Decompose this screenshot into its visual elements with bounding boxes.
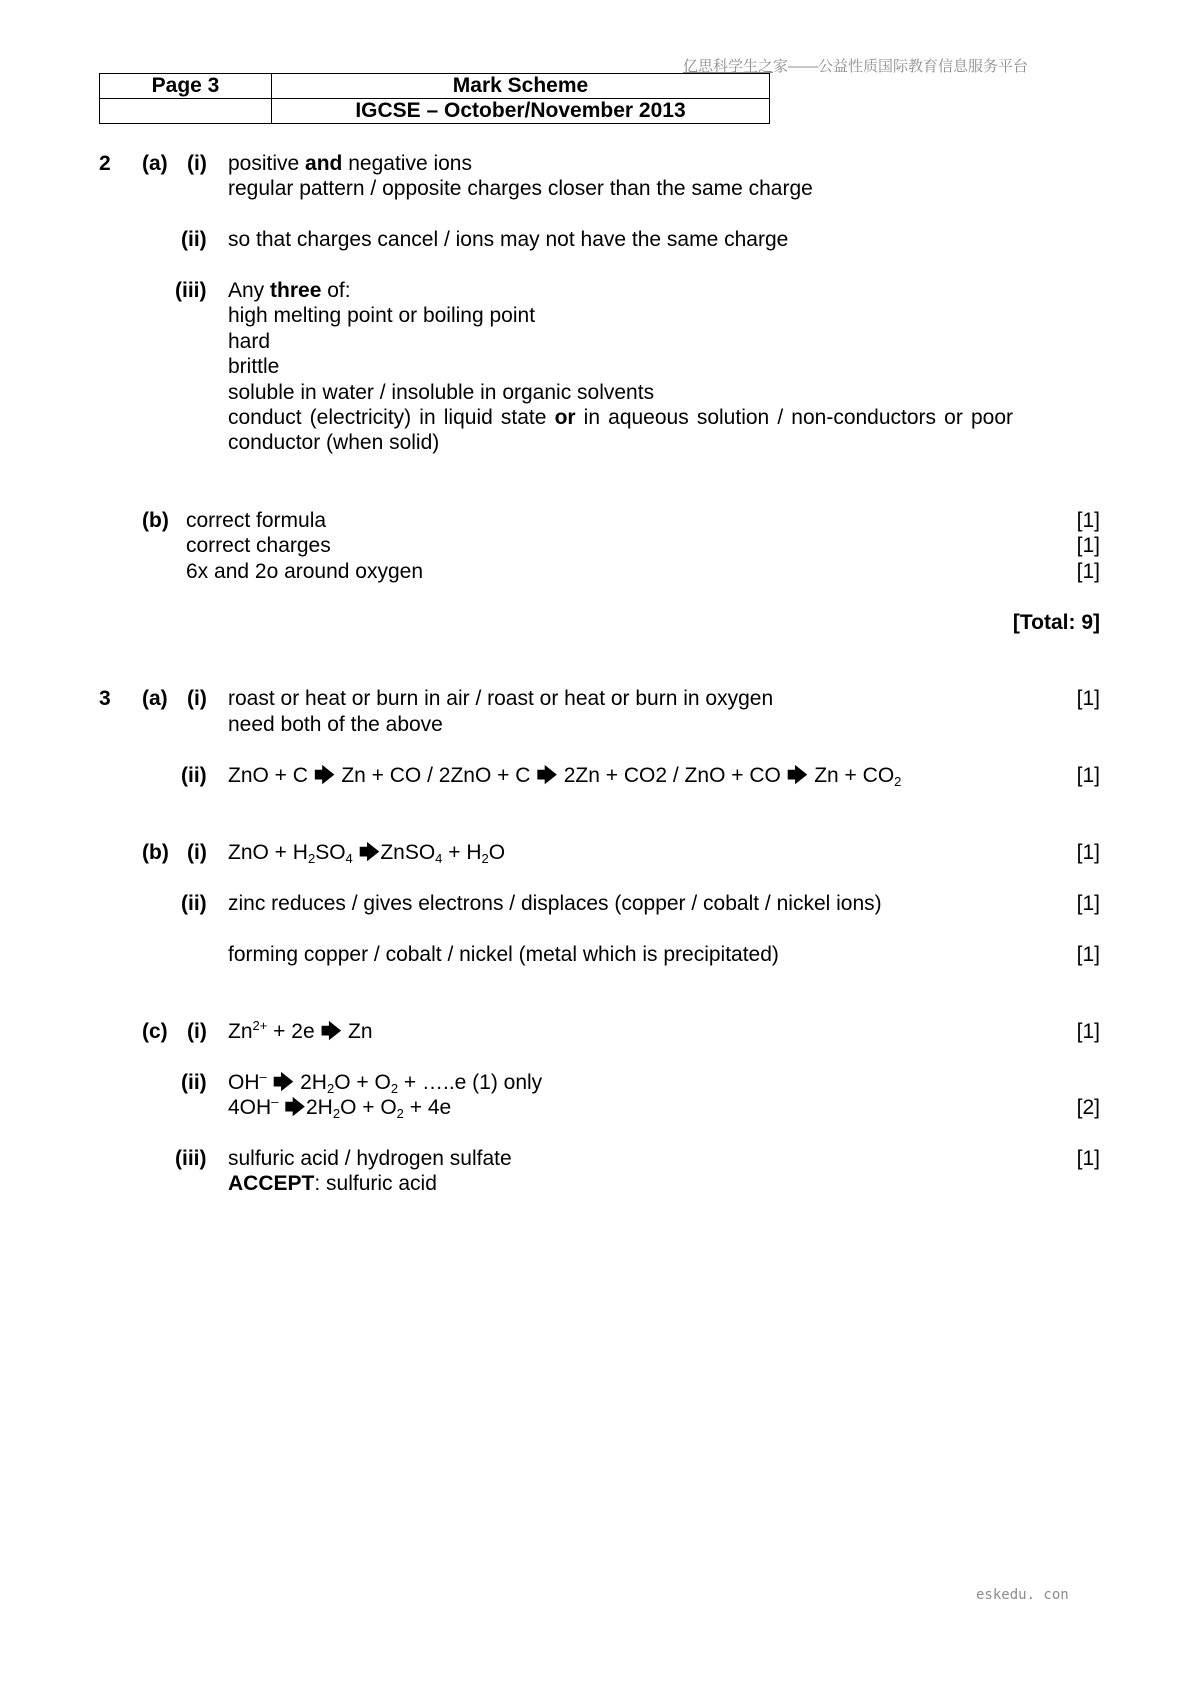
q3cii-superscript: – <box>259 1069 267 1084</box>
q3ci-eq-part: Zn <box>228 1020 253 1043</box>
q3bi-equation <box>228 840 505 865</box>
q3ai-mark: [1] <box>1076 687 1100 710</box>
q3cii-eq-part: + 4e <box>403 1096 452 1119</box>
q3cii-subscript: 2 <box>396 1106 404 1121</box>
q3cii-label: (ii) <box>181 1071 207 1094</box>
q3bi-eq-part: ZnSO <box>380 841 436 864</box>
q2aiii-last-pre: conduct (electricity) in liquid state <box>228 406 555 429</box>
q3cii-eq-part: 4OH <box>228 1096 272 1119</box>
q3cii-line1 <box>228 1070 542 1095</box>
q3bi-eq-part: ZnO + H <box>228 841 308 864</box>
q3cii-subscript: 2 <box>332 1106 341 1121</box>
q2ai-l1-pre: positive <box>228 152 306 175</box>
q3bi-eq-part: SO <box>315 841 346 864</box>
q3aii-eq-part: ZnO + C <box>228 764 314 787</box>
q2b-mark: [1] <box>1076 509 1100 532</box>
q3bi-mark: [1] <box>1076 841 1100 864</box>
q3cii-eq-part: + …..e (1) only <box>398 1071 543 1094</box>
q3bii-line2: forming copper / cobalt / nickel (metal which is precipitated) <box>228 943 779 966</box>
q2aiii-last-item <box>228 405 1013 455</box>
q3cii-mark: [2] <box>1076 1096 1100 1119</box>
q3bii-mark2: [1] <box>1076 943 1100 966</box>
right-arrow-icon: 🡆 <box>320 1020 343 1043</box>
exam-title: IGCSE – October/November 2013 <box>272 99 770 124</box>
q2aiii-item: high melting point or boiling point <box>228 304 536 327</box>
q2aiii-item: brittle <box>228 355 280 378</box>
right-arrow-icon: 🡆 <box>786 764 809 787</box>
q3cii-subscript: 2 <box>326 1081 335 1096</box>
q3aii-label: (ii) <box>181 764 207 787</box>
q3aii-eq-part: Zn + CO <box>808 764 895 787</box>
right-arrow-icon: 🡆 <box>272 1071 295 1094</box>
q2b-line: 6x and 2o around oxygen <box>186 560 424 583</box>
q3aii-eq-part: Zn + CO / 2ZnO + C <box>335 764 537 787</box>
header-table <box>99 73 770 124</box>
right-arrow-icon: 🡆 <box>284 1096 306 1119</box>
q2aii-label: (ii) <box>181 228 207 251</box>
q3ai-label: (i) <box>187 687 207 710</box>
q2-number: 2 <box>99 152 111 175</box>
q3-number: 3 <box>99 687 111 710</box>
footer-site: eskedu. con <box>976 1587 1069 1603</box>
header-empty-cell <box>100 99 272 124</box>
q3ci-mark: [1] <box>1076 1020 1100 1043</box>
watermark-part2: 家——公益性质国际教育信息服务平台 <box>773 58 1029 75</box>
watermark-part1: 亿思科学生之 <box>683 58 774 75</box>
q3bi-subscript: 2 <box>307 851 316 866</box>
q3a-label: (a) <box>142 687 168 710</box>
q3cii-eq-part: O + O <box>340 1096 397 1119</box>
q2a-label: (a) <box>142 152 168 175</box>
q2ai-label: (i) <box>187 152 207 175</box>
page-number: Page 3 <box>100 74 272 99</box>
q3cii-superscript: – <box>271 1094 279 1109</box>
q3ci-eq-part: Zn <box>342 1020 373 1043</box>
q2aiii-last-post: in aqueous solution / non-conductors or poor conductor (when solid) <box>228 406 1013 454</box>
q3aii-equation <box>228 763 901 788</box>
q2b-mark: [1] <box>1076 534 1100 557</box>
q2b-mark: [1] <box>1076 560 1100 583</box>
q3cii-line2 <box>228 1095 451 1120</box>
q3aii-eq-part: 2Zn + CO2 / ZnO + CO <box>557 764 787 787</box>
q3cii-subscript: 2 <box>390 1081 399 1096</box>
q2b-line: correct charges <box>186 534 331 557</box>
q2aiii-item: hard <box>228 330 271 353</box>
q2aii-text: so that charges cancel / ions may not have the same charge <box>228 228 789 251</box>
q3bi-subscript: 4 <box>435 851 443 866</box>
q2ai-l1-bold: and <box>305 152 343 175</box>
q2aiii-item: soluble in water / insoluble in organic solvents <box>228 381 655 404</box>
q3cii-eq-part: 2H <box>305 1096 333 1119</box>
right-arrow-icon: 🡆 <box>358 841 381 864</box>
q3ciii-label: (iii) <box>175 1147 207 1170</box>
q3cii-eq-part: 2H <box>294 1071 327 1094</box>
q3aii-subscript: 2 <box>894 774 902 789</box>
q2aiii-intro <box>228 278 351 303</box>
q3bi-label: (i) <box>187 841 207 864</box>
q2ai-line1 <box>228 151 472 176</box>
q3ai-line2: need both of the above <box>228 713 443 736</box>
q3cii-eq-part: O + O <box>334 1071 391 1094</box>
right-arrow-icon: 🡆 <box>313 764 336 787</box>
q2b-line: correct formula <box>186 509 327 532</box>
q2aiii-last-bold: or <box>554 406 576 429</box>
q3aii-mark: [1] <box>1076 764 1100 787</box>
q3ci-label: (i) <box>187 1020 207 1043</box>
right-arrow-icon: 🡆 <box>536 764 558 787</box>
q3bi-subscript: 2 <box>481 851 489 866</box>
scheme-title: Mark Scheme <box>272 74 770 99</box>
q3bi-eq-part: + H <box>442 841 482 864</box>
q2-total: [Total: 9] <box>1012 611 1100 634</box>
q3cii-eq-part: OH <box>228 1071 260 1094</box>
q3bii-label: (ii) <box>181 892 207 915</box>
q2b-label: (b) <box>142 509 169 532</box>
q3ciii-line2 <box>228 1171 437 1196</box>
q3ciii-accept: ACCEPT <box>228 1172 315 1195</box>
q2aiii-intro-bold: three <box>270 279 322 302</box>
q3ci-equation <box>228 1019 373 1044</box>
q2aiii-intro-pre: Any <box>228 279 271 302</box>
q3ciii-accept-text: : sulfuric acid <box>314 1172 437 1195</box>
q3ciii-mark: [1] <box>1076 1147 1100 1170</box>
q2ai-l1-post: negative ions <box>342 152 472 175</box>
q3ci-superscript: 2+ <box>252 1018 268 1033</box>
q2aiii-label: (iii) <box>175 279 207 302</box>
q3ai-line1: roast or heat or burn in air / roast or heat or burn in oxygen <box>228 687 774 710</box>
q3bii-mark1: [1] <box>1076 892 1100 915</box>
q2aiii-intro-post: of: <box>321 279 351 302</box>
q2ai-line2: regular pattern / opposite charges closer than the same charge <box>228 177 813 200</box>
q3c-label: (c) <box>142 1020 168 1043</box>
q3bii-line1: zinc reduces / gives electrons / displaces (copper / cobalt / nickel ions) <box>228 892 882 915</box>
q3ci-eq-part: + 2e <box>267 1020 321 1043</box>
q3b-label: (b) <box>142 841 169 864</box>
q3bi-eq-part: O <box>488 841 506 864</box>
q3ciii-line1: sulfuric acid / hydrogen sulfate <box>228 1147 512 1170</box>
q3bi-subscript: 4 <box>345 851 353 866</box>
